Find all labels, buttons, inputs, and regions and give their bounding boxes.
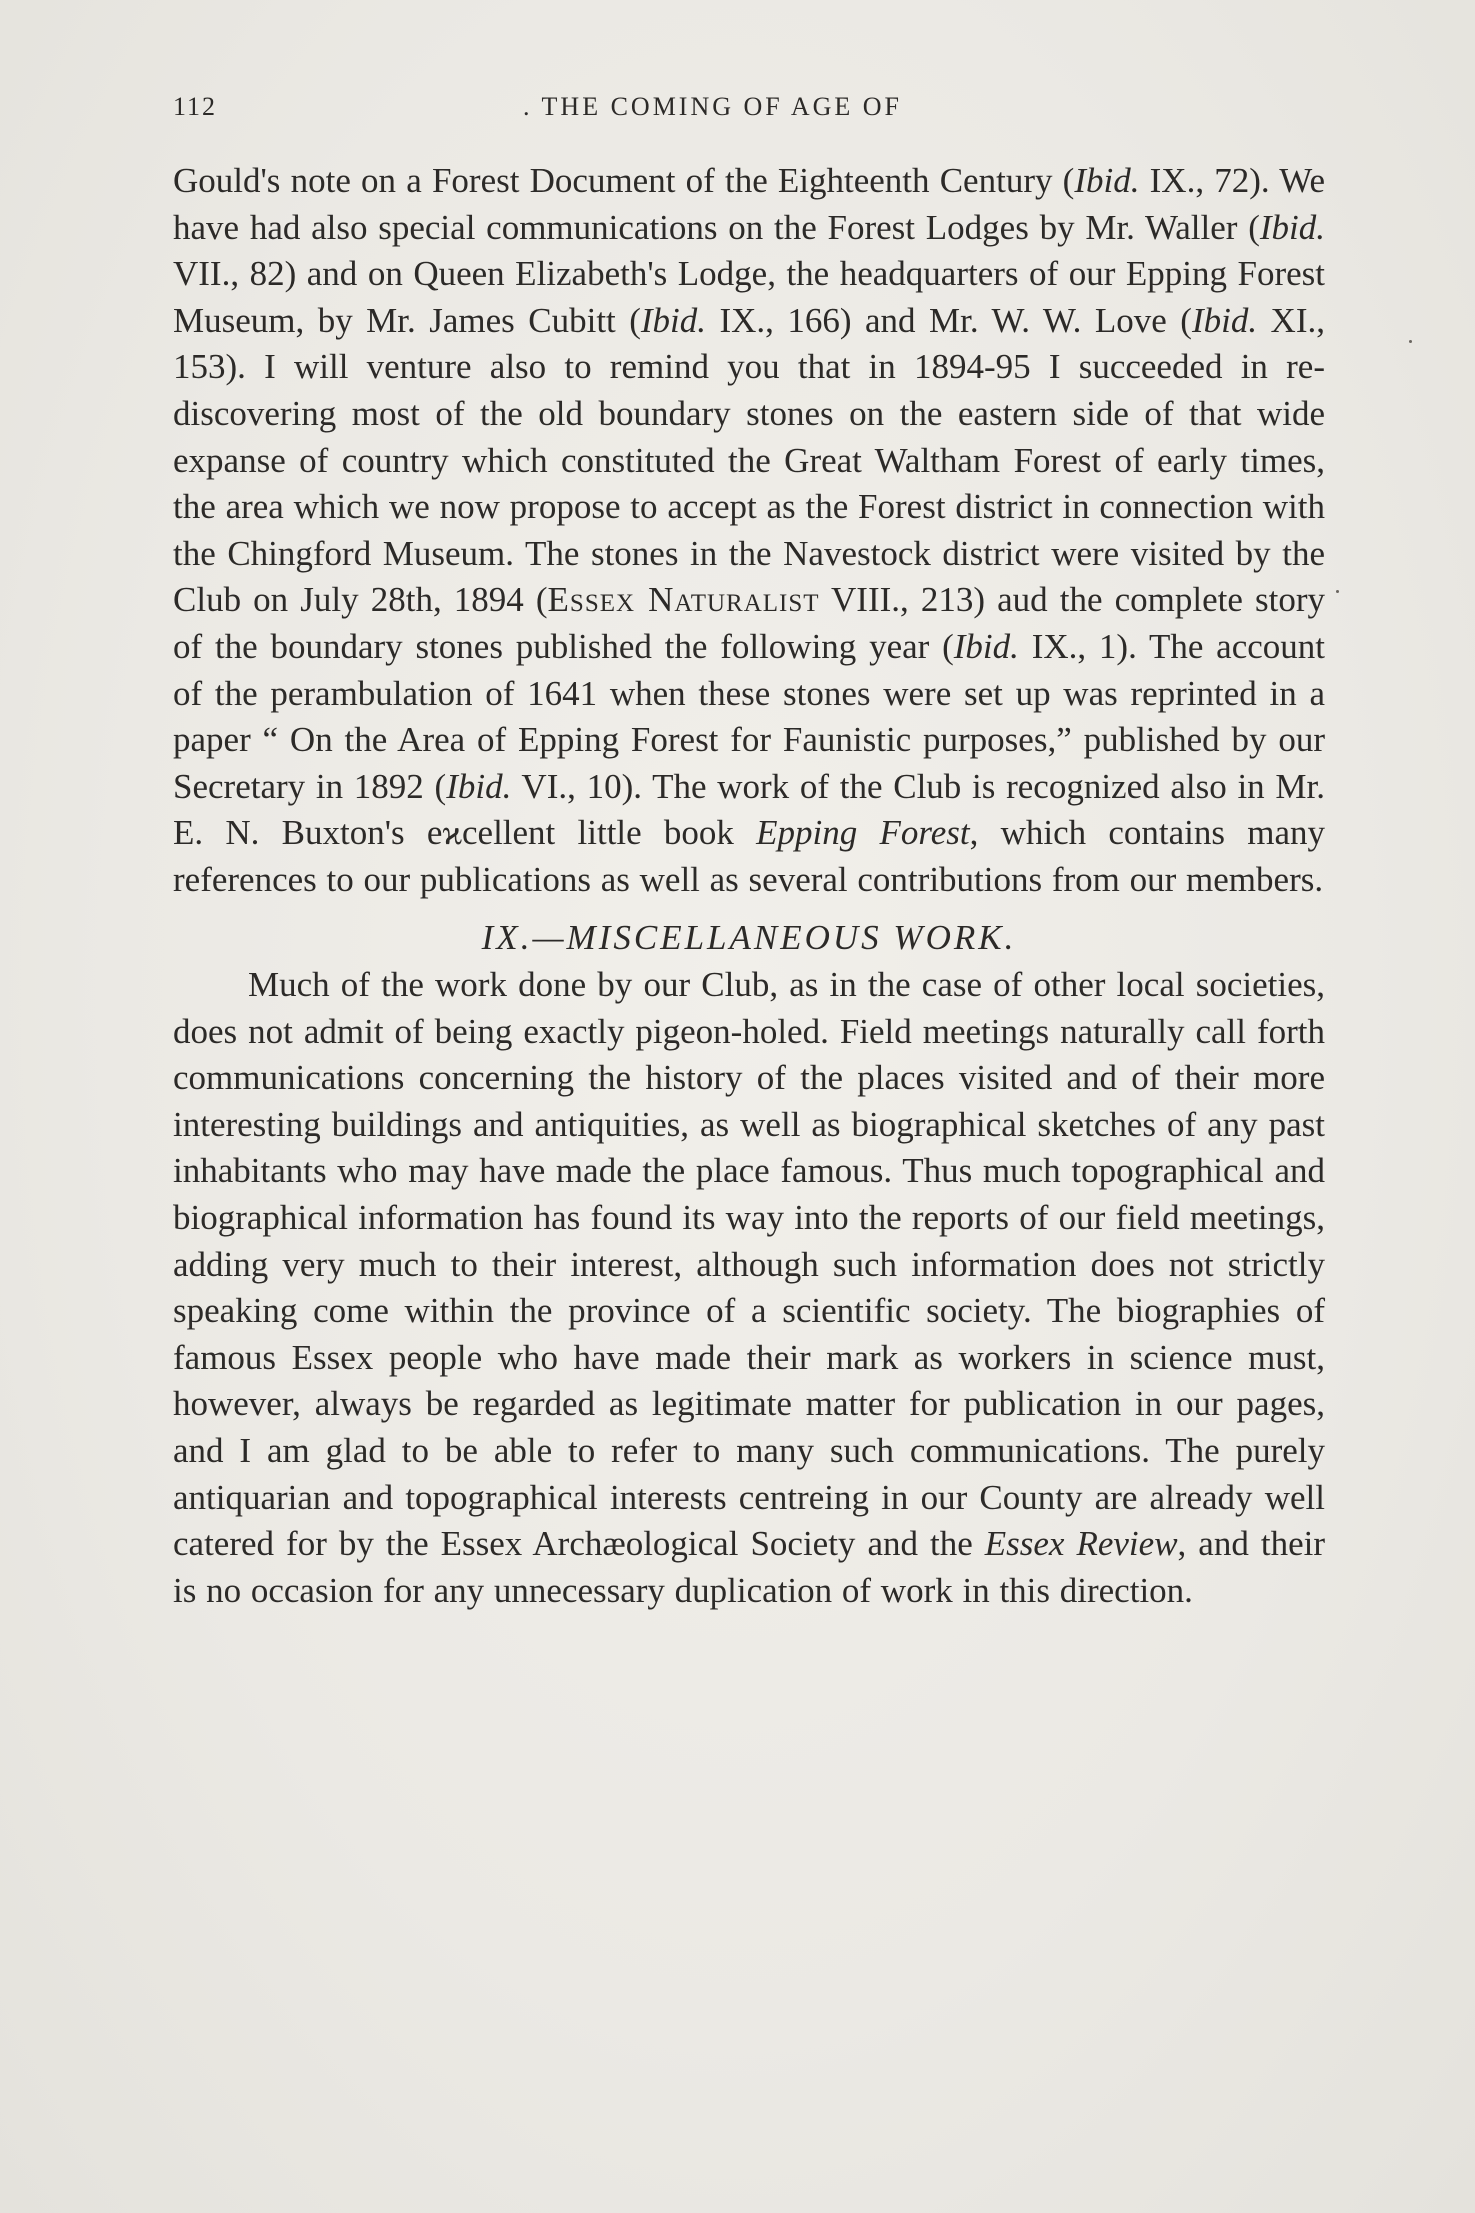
paragraph-forest-documents — [173, 158, 1325, 904]
ibid-reference: Ibid. — [640, 300, 707, 340]
ibid-reference: Ibid. — [1259, 207, 1325, 247]
paper-speck — [1336, 590, 1339, 593]
ibid-reference: Ibid. — [953, 626, 1019, 666]
body-text — [173, 158, 1325, 1614]
page-number: 112 — [173, 92, 218, 121]
text-span: IX., 1). The account of the perambulation of 1641 when these stones were set up was reprinted in a paper “ On the Area of Epping Forest for Faunistic purposes,” published by our Secretary in 1892 ( — [173, 626, 1326, 806]
running-title: . THE COMING OF AGE OF — [523, 92, 902, 121]
journal-title: Essex Review — [984, 1524, 1178, 1564]
text-span: Much of the work done by our Club, as in the case of other local societies, does not admit of being exactly pigeon-holed. Field meetings naturally call forth communications concerning the history of the places visited and of their more interesting buildings and antiquities, as well as biographical sketches of any past inhabitants who may have made the place famous. Thus much topographical and biographical information has found its way into the reports of our field meetings, adding very much to their interest, although such information does not strictly speaking come within the province of a scientific society. The biographies of famous Essex people who have made their mark as workers in science must, however, always be regarded as legitimate matter for publication in our pages, and I am glad to be able to refer to many such communications. The purely antiquarian and topographical interests centreing in our County are already well catered for by the Essex Archæological Society and the — [173, 965, 1325, 1564]
journal-title: Essex Naturalist — [547, 580, 820, 620]
paragraph-miscellaneous-work — [173, 962, 1325, 1614]
text-span: , and their is no occasion for any unnecessary duplication of work in this direction. — [173, 1524, 1325, 1610]
ibid-reference: Ibid. — [1074, 161, 1140, 200]
text-span: Gould's note on a Forest Document of the Eighteenth Century ( — [173, 161, 1075, 200]
text-span: IX., 72). We have had also special communications on the Forest Lodges by Mr. Waller ( — [173, 161, 1325, 247]
ibid-reference: Ibid. — [446, 766, 512, 806]
text-span: VI., 10). The work of the Club is recognized also in Mr. E. N. Buxton's eϰcellent little book — [173, 766, 1325, 853]
text-span: , which contains many references to our publications as well as several contributions from our members. — [173, 813, 1325, 899]
text-span: XI., 153). I will venture also to remind you that in 1894-95 I succeeded in re-discovering most of the old boundary stones on the eastern side of that wide expanse of country which constituted the Great Waltham Forest of early times, the area which we now propose to accept as the Forest district in connection with the Chingford Museum. The stones in the Navestock district were visited by the Club on July 28th, 1894 ( — [173, 300, 1325, 620]
text-span: VIII., 213) aud the complete story of the boundary stones published the following year ( — [173, 580, 1325, 666]
running-head — [173, 92, 1323, 132]
book-title: Epping Forest — [756, 813, 970, 853]
ibid-reference: Ibid. — [1191, 300, 1258, 340]
text-span: VII., 82) and on Queen Elizabeth's Lodge, the headquarters of our Epping Forest Museum, by Mr. James Cubitt ( — [173, 254, 1325, 340]
paper-speck — [1409, 340, 1412, 343]
section-heading: IX.—MISCELLANEOUS WORK. — [481, 917, 1017, 957]
text-span: IX., 166) and Mr. W. W. Love ( — [706, 300, 1192, 340]
